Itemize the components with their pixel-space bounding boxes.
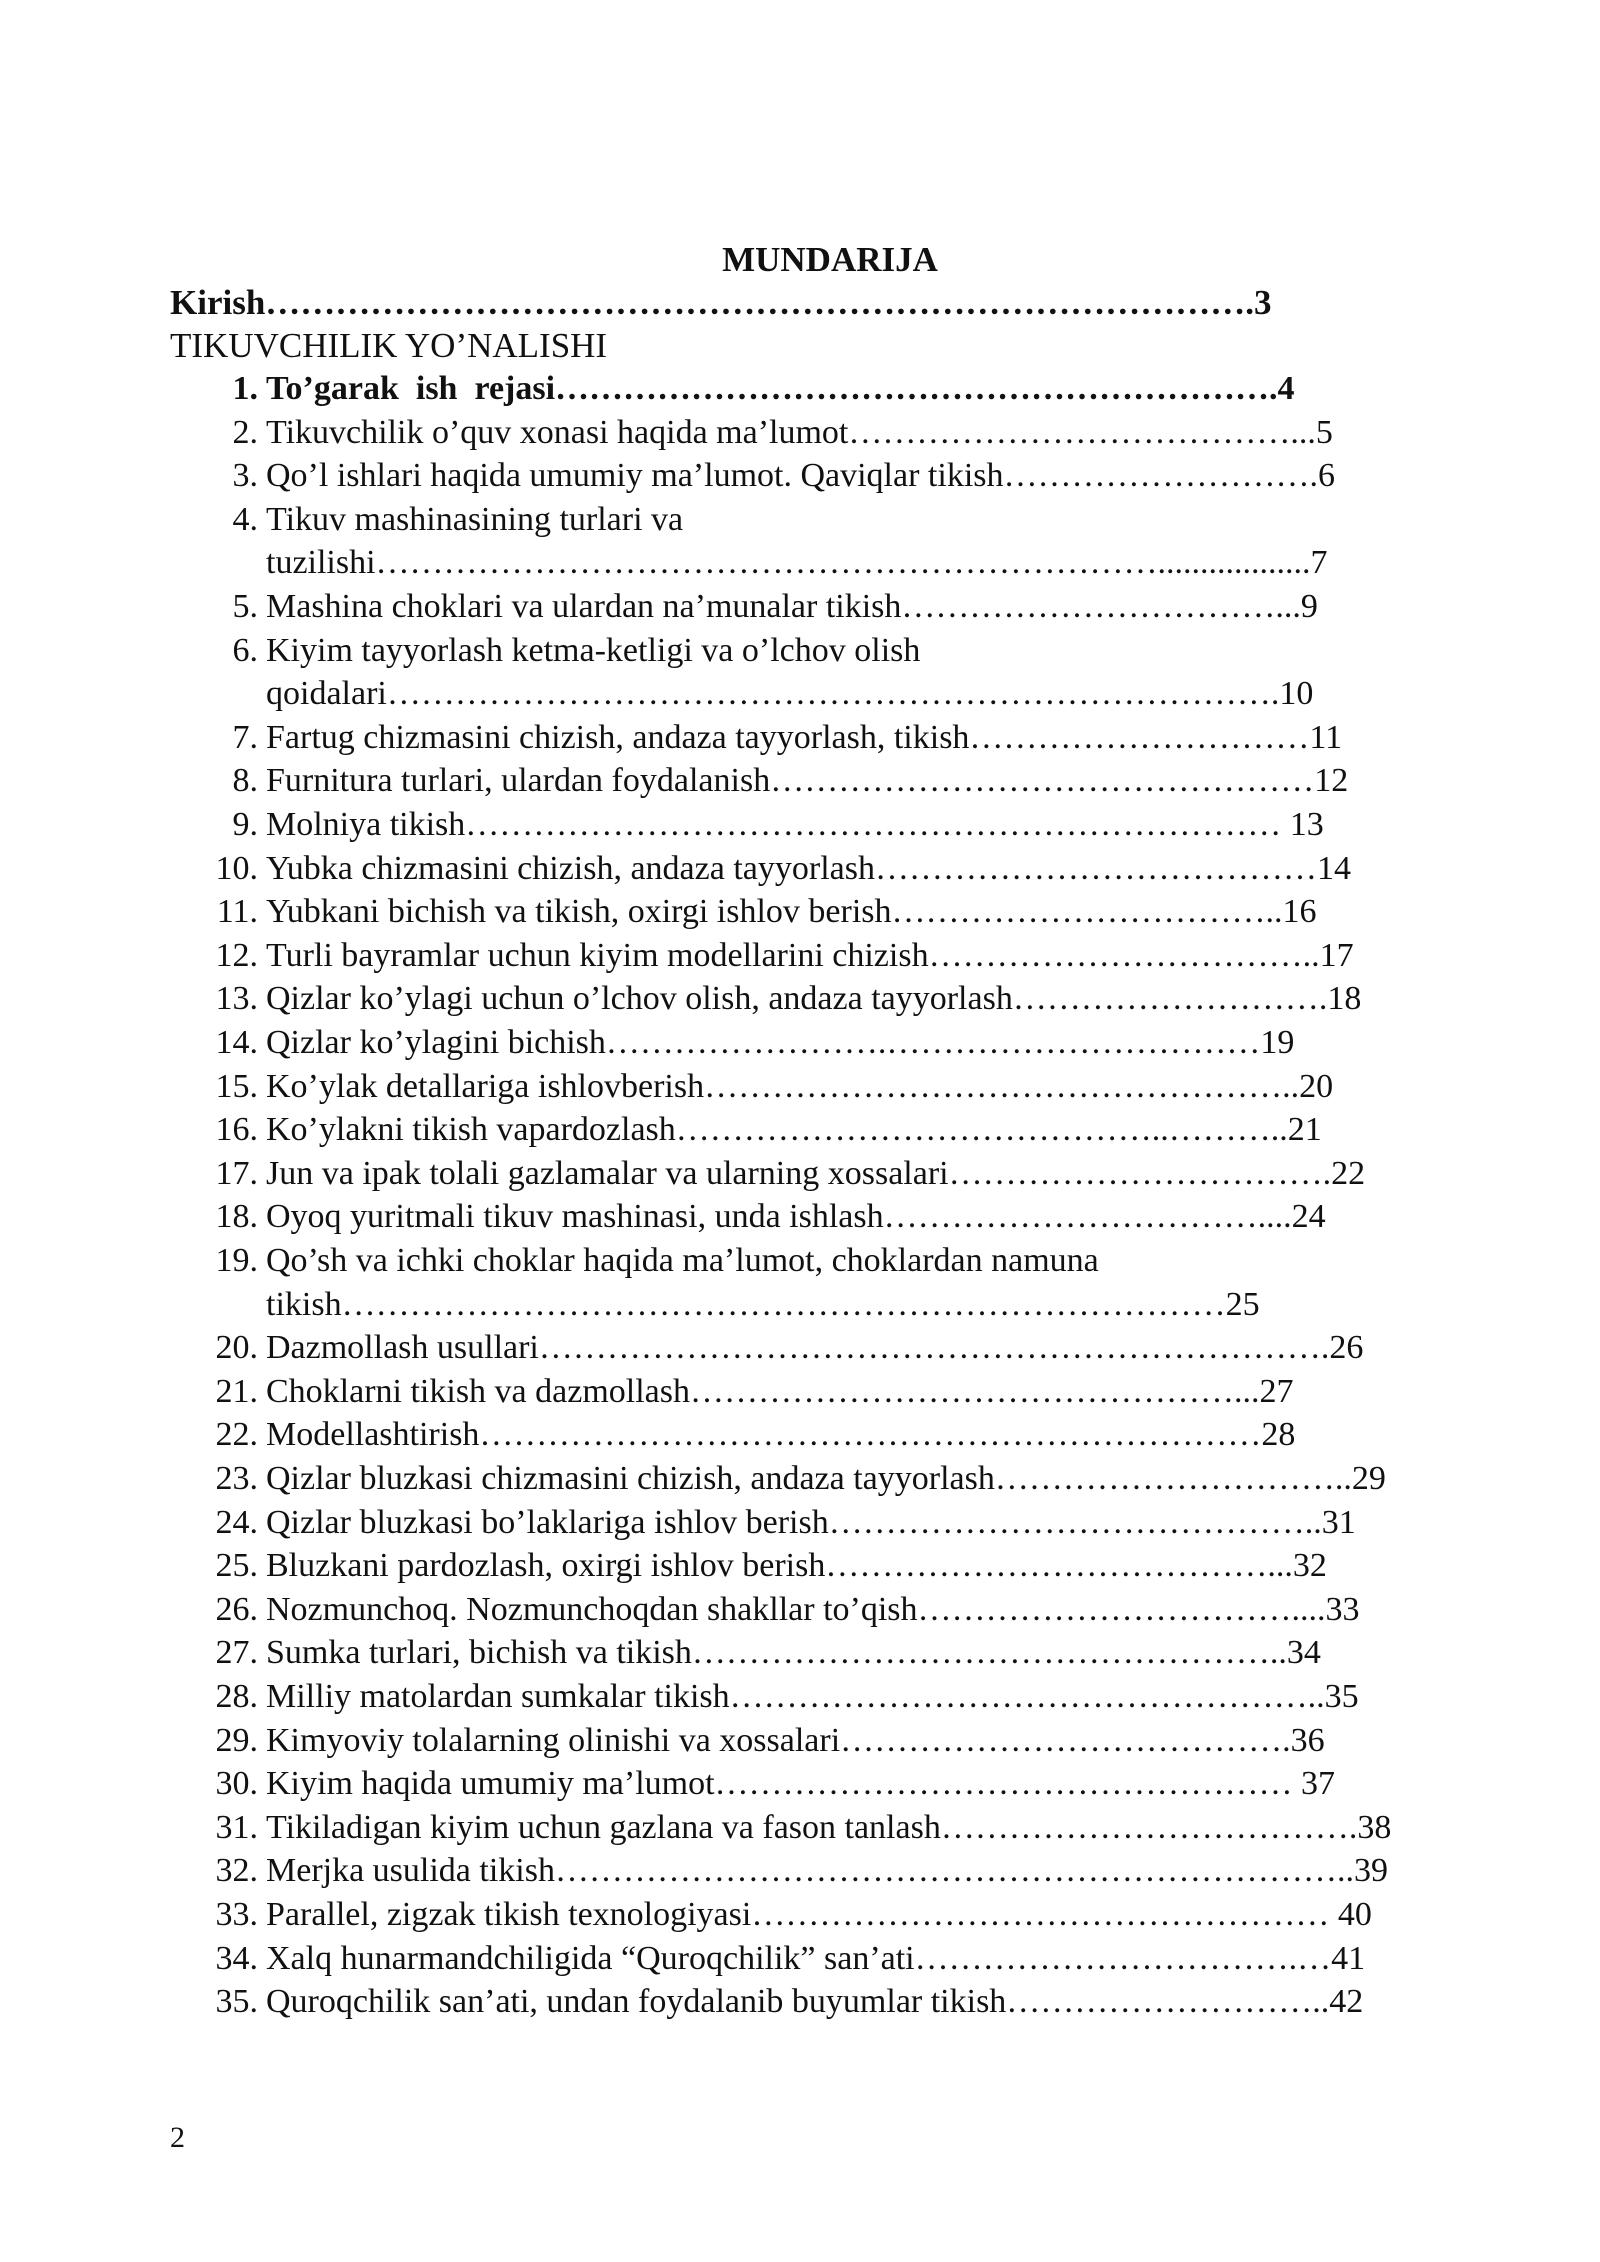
toc-item-number: 34. — [215, 1939, 258, 1977]
toc-item-text: Tikuv mashinasining turlari va — [266, 500, 684, 538]
toc-item-number: 35. — [215, 1983, 258, 2021]
toc-item-text: Merjka usulida tikish……………………………………………………………..39 — [266, 1852, 1388, 1890]
toc-item-text: To’garak ish rejasi……………………………………………………….4 — [266, 370, 1295, 407]
toc-item-number: 24. — [215, 1503, 258, 1541]
toc-item-text: Bluzkani pardozlash, oxirgi ishlov berish…………………………………...32 — [266, 1547, 1327, 1585]
toc-item-text: Qizlar ko’ylagi uchun o’lchov olish, andaza tayyorlash……………………….18 — [266, 980, 1362, 1018]
toc-item-number: 7. — [232, 718, 258, 756]
page-title: MUNDARIJA — [722, 240, 938, 279]
toc-item-number: 5. — [232, 588, 258, 625]
toc-item-text: Nozmunchoq. Nozmunchoqdan shakllar to’qish……………………………....33 — [266, 1590, 1360, 1628]
toc-item-number: 10. — [215, 849, 258, 887]
toc-item-text: Parallel, zigzak tikish texnologiyasi…………………………………………… 40 — [266, 1896, 1372, 1933]
toc-item-number: 8. — [232, 762, 258, 800]
toc-item-text: Mashina choklari va ulardan na’munalar tikish……………………………...9 — [266, 588, 1318, 625]
toc-item-text: Kimyoviy tolalarning olinishi va xossalari………………………………….36 — [266, 1721, 1325, 1759]
toc-item-text: Qizlar ko’ylagini bichish…………………….……………………………19 — [266, 1024, 1295, 1061]
toc-item-text: Milliy matolardan sumkalar tikish……………………………………………..35 — [266, 1678, 1359, 1715]
toc-item-number: 23. — [215, 1460, 258, 1497]
toc-item-number: 1. — [232, 370, 258, 407]
toc-item-text: Qo’l ishlari haqida umumiy ma’lumot. Qaviqlar tikish……………………….6 — [266, 457, 1335, 495]
toc-item-text: Kiyim tayyorlash ketma-ketligi va o’lchov olish — [266, 631, 921, 669]
toc-item-text: Xalq hunarmandchiligida “Quroqchilik” san’ati…………………………….…41 — [266, 1939, 1366, 1977]
toc-item-text: Yubkani bichish va tikish, oxirgi ishlov berish……………………………..16 — [266, 893, 1317, 931]
toc-item-text: tikish……………………………………………………………………25 — [266, 1285, 1260, 1323]
toc-item-text: Oyoq yuritmali tikuv mashinasi, unda ishlash……………………………....24 — [266, 1198, 1326, 1236]
toc-item-text: Jun va ipak tolali gazlamalar va ularning xossalari…………………………….22 — [266, 1154, 1366, 1192]
toc-item-number: 26. — [215, 1590, 258, 1628]
toc-item-text: Ko’ylak detallariga ishlovberish……………………………………………..20 — [266, 1067, 1334, 1105]
toc-item-text: qoidalari…………………………………………………………………….10 — [266, 675, 1314, 713]
toc-item-number: 19. — [215, 1242, 258, 1279]
toc-item-text: Qizlar bluzkasi chizmasini chizish, andaza tayyorlash…………………………..29 — [266, 1460, 1386, 1497]
toc-item-number: 3. — [232, 457, 258, 495]
toc-item-text: Modellashtirish……………………………………………………………28 — [266, 1416, 1296, 1454]
page-number: 2 — [170, 2121, 185, 2154]
toc-item-text: Choklarni tikish va dazmollash…………………………………………...27 — [266, 1372, 1294, 1410]
toc-item-number: 9. — [232, 806, 258, 843]
toc-item-number: 33. — [215, 1896, 258, 1933]
toc-item-number: 25. — [215, 1547, 258, 1585]
toc-item-text: Qo’sh va ichki choklar haqida ma’lumot, choklardan namuna — [266, 1242, 1099, 1279]
toc-item-number: 16. — [215, 1111, 258, 1149]
toc-item-number: 22. — [215, 1416, 258, 1454]
toc-item-number: 6. — [232, 631, 258, 669]
toc-item-text: Tikuvchilik o’quv xonasi haqida ma’lumot…………………………………...5 — [266, 413, 1333, 451]
toc-item-number: 12. — [215, 936, 258, 974]
toc-item-number: 2. — [232, 413, 258, 451]
toc-item-text: Fartug chizmasini chizish, andaza tayyorlash, tikish…………………………11 — [266, 718, 1343, 756]
toc-item-number: 18. — [215, 1198, 258, 1236]
section-heading: TIKUVCHILIK YO’NALISHI — [170, 326, 608, 365]
toc-item-text: Ko’ylakni tikish vapardozlash……………………………………..………..21 — [266, 1111, 1322, 1149]
toc-item-text: Quroqchilik san’ati, undan foydalanib buyumlar tikish………………………..42 — [266, 1983, 1364, 2021]
toc-item-number: 30. — [215, 1765, 258, 1803]
toc-item-number: 4. — [232, 500, 258, 538]
toc-item-text: Yubka chizmasini chizish, andaza tayyorlash…………………………………14 — [266, 849, 1351, 887]
toc-item-text: Furnitura turlari, ulardan foydalanish…………………………………………12 — [266, 762, 1349, 800]
toc-item-text: Sumka turlari, bichish va tikish……………………………………………..34 — [266, 1634, 1321, 1672]
toc-item-text: Qizlar bluzkasi bo’laklariga ishlov berish……………………………………..31 — [266, 1503, 1356, 1541]
toc-intro: Kirish………………………………………………………………………….3 — [170, 283, 1272, 322]
toc-item-number: 11. — [216, 893, 258, 931]
toc-item-number: 28. — [215, 1678, 258, 1715]
toc-item-text: Dazmollash usullari…………………………………………………………….26 — [266, 1329, 1364, 1367]
toc-item-number: 31. — [215, 1808, 258, 1846]
toc-item-number: 17. — [215, 1154, 258, 1192]
toc-item-text: Kiyim haqida umumiy ma’lumot…………………………………………… 37 — [266, 1765, 1336, 1803]
toc-item-number: 32. — [215, 1852, 258, 1890]
toc-item-text: Tikiladigan kiyim uchun gazlana va fason tanlash……………………………….38 — [266, 1808, 1392, 1846]
toc-item-number: 29. — [215, 1721, 258, 1759]
toc-item-number: 13. — [215, 980, 258, 1018]
toc-item-number: 14. — [215, 1024, 258, 1061]
toc-item-text: Molniya tikish……………………………………………………………… 13 — [266, 806, 1324, 843]
toc-item-number: 20. — [215, 1329, 258, 1367]
toc-item-text: tuzilishi……………………………………………………………..................7 — [266, 544, 1328, 582]
toc-item-number: 27. — [215, 1634, 258, 1672]
toc-item-number: 21. — [215, 1372, 258, 1410]
toc-item-text: Turli bayramlar uchun kiyim modellarini chizish……………………………..17 — [266, 936, 1354, 974]
toc-item-number: 15. — [215, 1067, 258, 1105]
